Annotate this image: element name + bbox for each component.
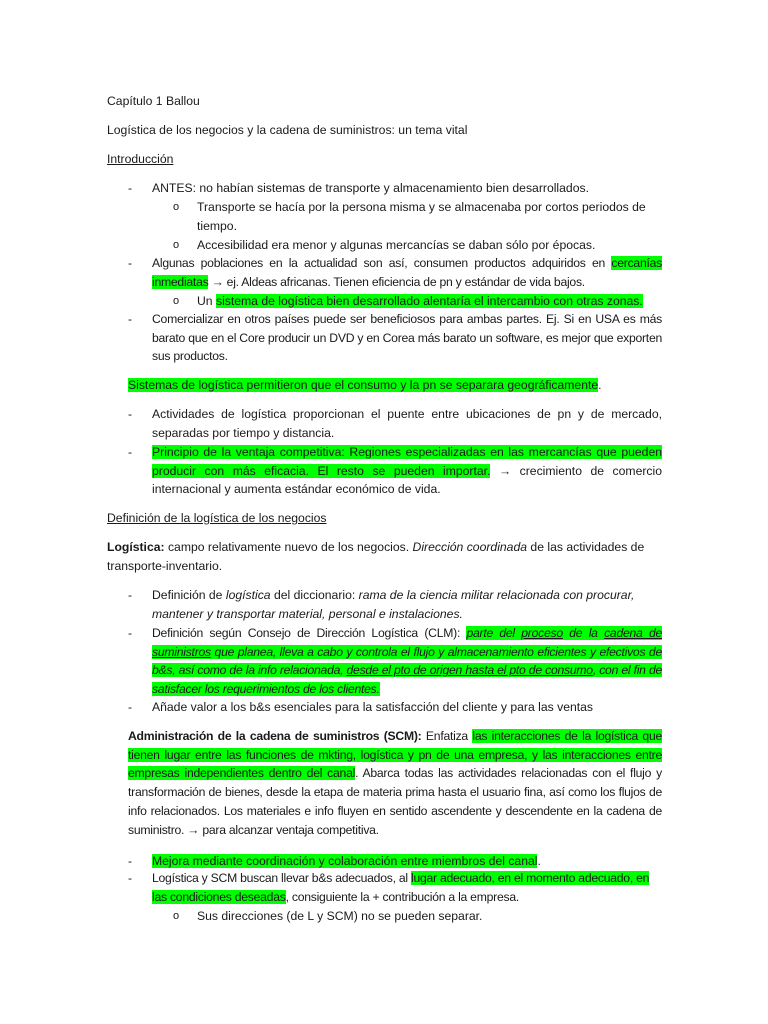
bold-term: Logística: [107, 540, 165, 554]
highlighted-text: cercanías inmediatas [152, 256, 662, 289]
text-run: Enfatiza [421, 729, 473, 743]
text-run: → ej. Aldeas africanas. Tienen eficiencia de pn y estándar de vida bajos. [208, 274, 585, 289]
italic-text: Dirección coordinada [412, 540, 528, 554]
highlighted-text: Mejora mediante coordinación y colaboración entre miembros del canal [152, 854, 538, 868]
dash-bullet: - [128, 407, 133, 421]
highlighted-text: Principio de la ventaja competitiva: Regiones especializadas en las mercancías que pueden producir con más eficacia. El resto se pueden importar. [152, 445, 662, 478]
text-run: Definición de [152, 588, 226, 602]
text-run: , consiguiente la + contribución a la empresa. [285, 889, 519, 904]
list-item-text: Actividades de logística proporcionan el puente entre ubicaciones de pn y de mercado, separadas por tiempo y distancia. [152, 407, 662, 440]
list-item-text: ANTES: no habían sistemas de transporte y almacenamiento bien desarrollados. [152, 181, 589, 195]
dash-bullet: - [128, 312, 132, 326]
paragraph-sistemas [128, 376, 662, 395]
sublist-item-transporte [173, 198, 662, 235]
list-item-lscm [128, 869, 662, 906]
section-heading-text: Definición de la logística de los negocios [107, 511, 327, 525]
italic-text: logística [225, 588, 271, 602]
dash-bullet: - [128, 871, 132, 885]
list-item-anade [128, 698, 662, 717]
circle-bullet: o [173, 910, 180, 922]
list-item-mejora [128, 852, 662, 871]
highlighted-text: de la [562, 626, 605, 640]
sublist-item-direcciones [173, 907, 662, 926]
sublist-item-text: Accesibilidad era menor y algunas mercancías se daban sólo por épocas. [197, 238, 596, 252]
text-run: del diccionario: [270, 588, 359, 602]
italic-text: rama de la ciencia militar relacionada con procurar, mantener y transportar material, personal e instalaciones. [152, 588, 635, 621]
dash-bullet: - [128, 256, 132, 270]
underlined-text: proceso [521, 626, 563, 640]
paragraph-logistica [107, 538, 662, 575]
sublist-item-text: Sus direcciones (de L y SCM) no se pueden separar. [197, 909, 483, 923]
highlighted-text: las interacciones de la logística que tienen lugar entre las funciones de mkting, logística y pn de una empresa, y las interacciones entre empresas independientes dentro del canal [128, 729, 663, 781]
underlined-text: cadena de suministros [152, 626, 662, 659]
dash-bullet: - [128, 588, 133, 602]
text-run: campo relativamente nuevo de los negocios. [164, 540, 413, 554]
list-item-comercializar [128, 310, 662, 366]
highlighted-text: lugar adecuado, en el momento adecuado, en las condiciones deseadas [152, 871, 650, 904]
highlighted-text: , con el fin de satisfacer los requerimientos de los clientes. [152, 663, 662, 697]
circle-bullet: o [173, 201, 180, 213]
dash-bullet: - [128, 626, 132, 640]
bold-term: Administración de la cadena de suministros (SCM): [128, 729, 422, 743]
list-item-actividades [128, 405, 662, 442]
sublist-item-sistema [173, 292, 662, 311]
document-subtitle [107, 121, 662, 140]
section-heading-introduccion [107, 150, 662, 169]
paragraph-scm [128, 727, 662, 839]
underlined-text: desde el pto de origen hasta el pto de consumo [346, 663, 593, 678]
highlighted-text: que planea, lleva a cabo y controla el flujo y almacenamiento eficientes y efectivos de b&s, así como de la info relacionada, [152, 644, 662, 678]
list-item-text: Comercializar en otros países puede ser beneficiosos para ambas partes. Ej. Si en USA es más barato que en el Core producir un DVD y en Corea más barato un software, es mejor que exporten sus productos. [152, 312, 662, 364]
section-heading-text: Introducción [107, 152, 174, 166]
chapter-title [107, 92, 662, 111]
text-run: Logística y SCM buscan llevar b&s adecuados, al [152, 871, 411, 885]
text-run: . [598, 378, 602, 392]
list-item-diccionario [128, 586, 662, 623]
dash-bullet: - [128, 181, 133, 195]
text-run: . Abarca todas las actividades relacionadas con el flujo y transformación de bienes, desde la etapa de materia prima hasta el usuario fina, así como los flujos de info relacionados. Los materiales e info fluyen en sentido ascendente y descendente en la cadena de suministro. → para alcanzar ventaja competitiva. [128, 766, 662, 837]
highlighted-text: sistema de logística bien desarrollado alentaría el intercambio con otras zonas. [215, 294, 643, 308]
dash-bullet: - [128, 700, 133, 714]
text-run: Definición según Consejo de Dirección Logística (CLM): [152, 626, 467, 640]
sublist-item-text: Transporte se hacía por la persona misma y se almacenaba por cortos periodos de tiempo. [197, 200, 646, 233]
circle-bullet: o [173, 295, 180, 307]
list-item-clm [128, 624, 662, 699]
dash-bullet: - [128, 445, 133, 459]
text-run: de las actividades de transporte-inventario. [107, 540, 645, 573]
highlighted-text: Sistemas de logística permitieron que el consumo y la pn se separara geográficamente [128, 378, 599, 392]
chapter-title-text: Capítulo 1 Ballou [107, 94, 200, 108]
highlighted-text: parte del [466, 626, 522, 640]
text-run: . [537, 854, 541, 868]
circle-bullet: o [173, 239, 180, 251]
list-item-poblaciones [128, 254, 662, 291]
list-item-text: Añade valor a los b&s esenciales para la satisfacción del cliente y para las ventas [152, 700, 594, 714]
document-subtitle-text: Logística de los negocios y la cadena de suministros: un tema vital [107, 123, 468, 137]
sublist-item-accesibilidad [173, 236, 662, 255]
text-run: Algunas poblaciones en la actualidad son así, consumen productos adquiridos en [152, 256, 612, 270]
list-item-principio [128, 443, 662, 499]
text-run: Un [197, 294, 216, 308]
section-heading-definicion [107, 509, 662, 528]
list-item-antes [128, 179, 662, 198]
dash-bullet: - [128, 854, 133, 868]
text-run: → crecimiento de comercio internacional y aumenta estándar económico de vida. [152, 463, 662, 497]
